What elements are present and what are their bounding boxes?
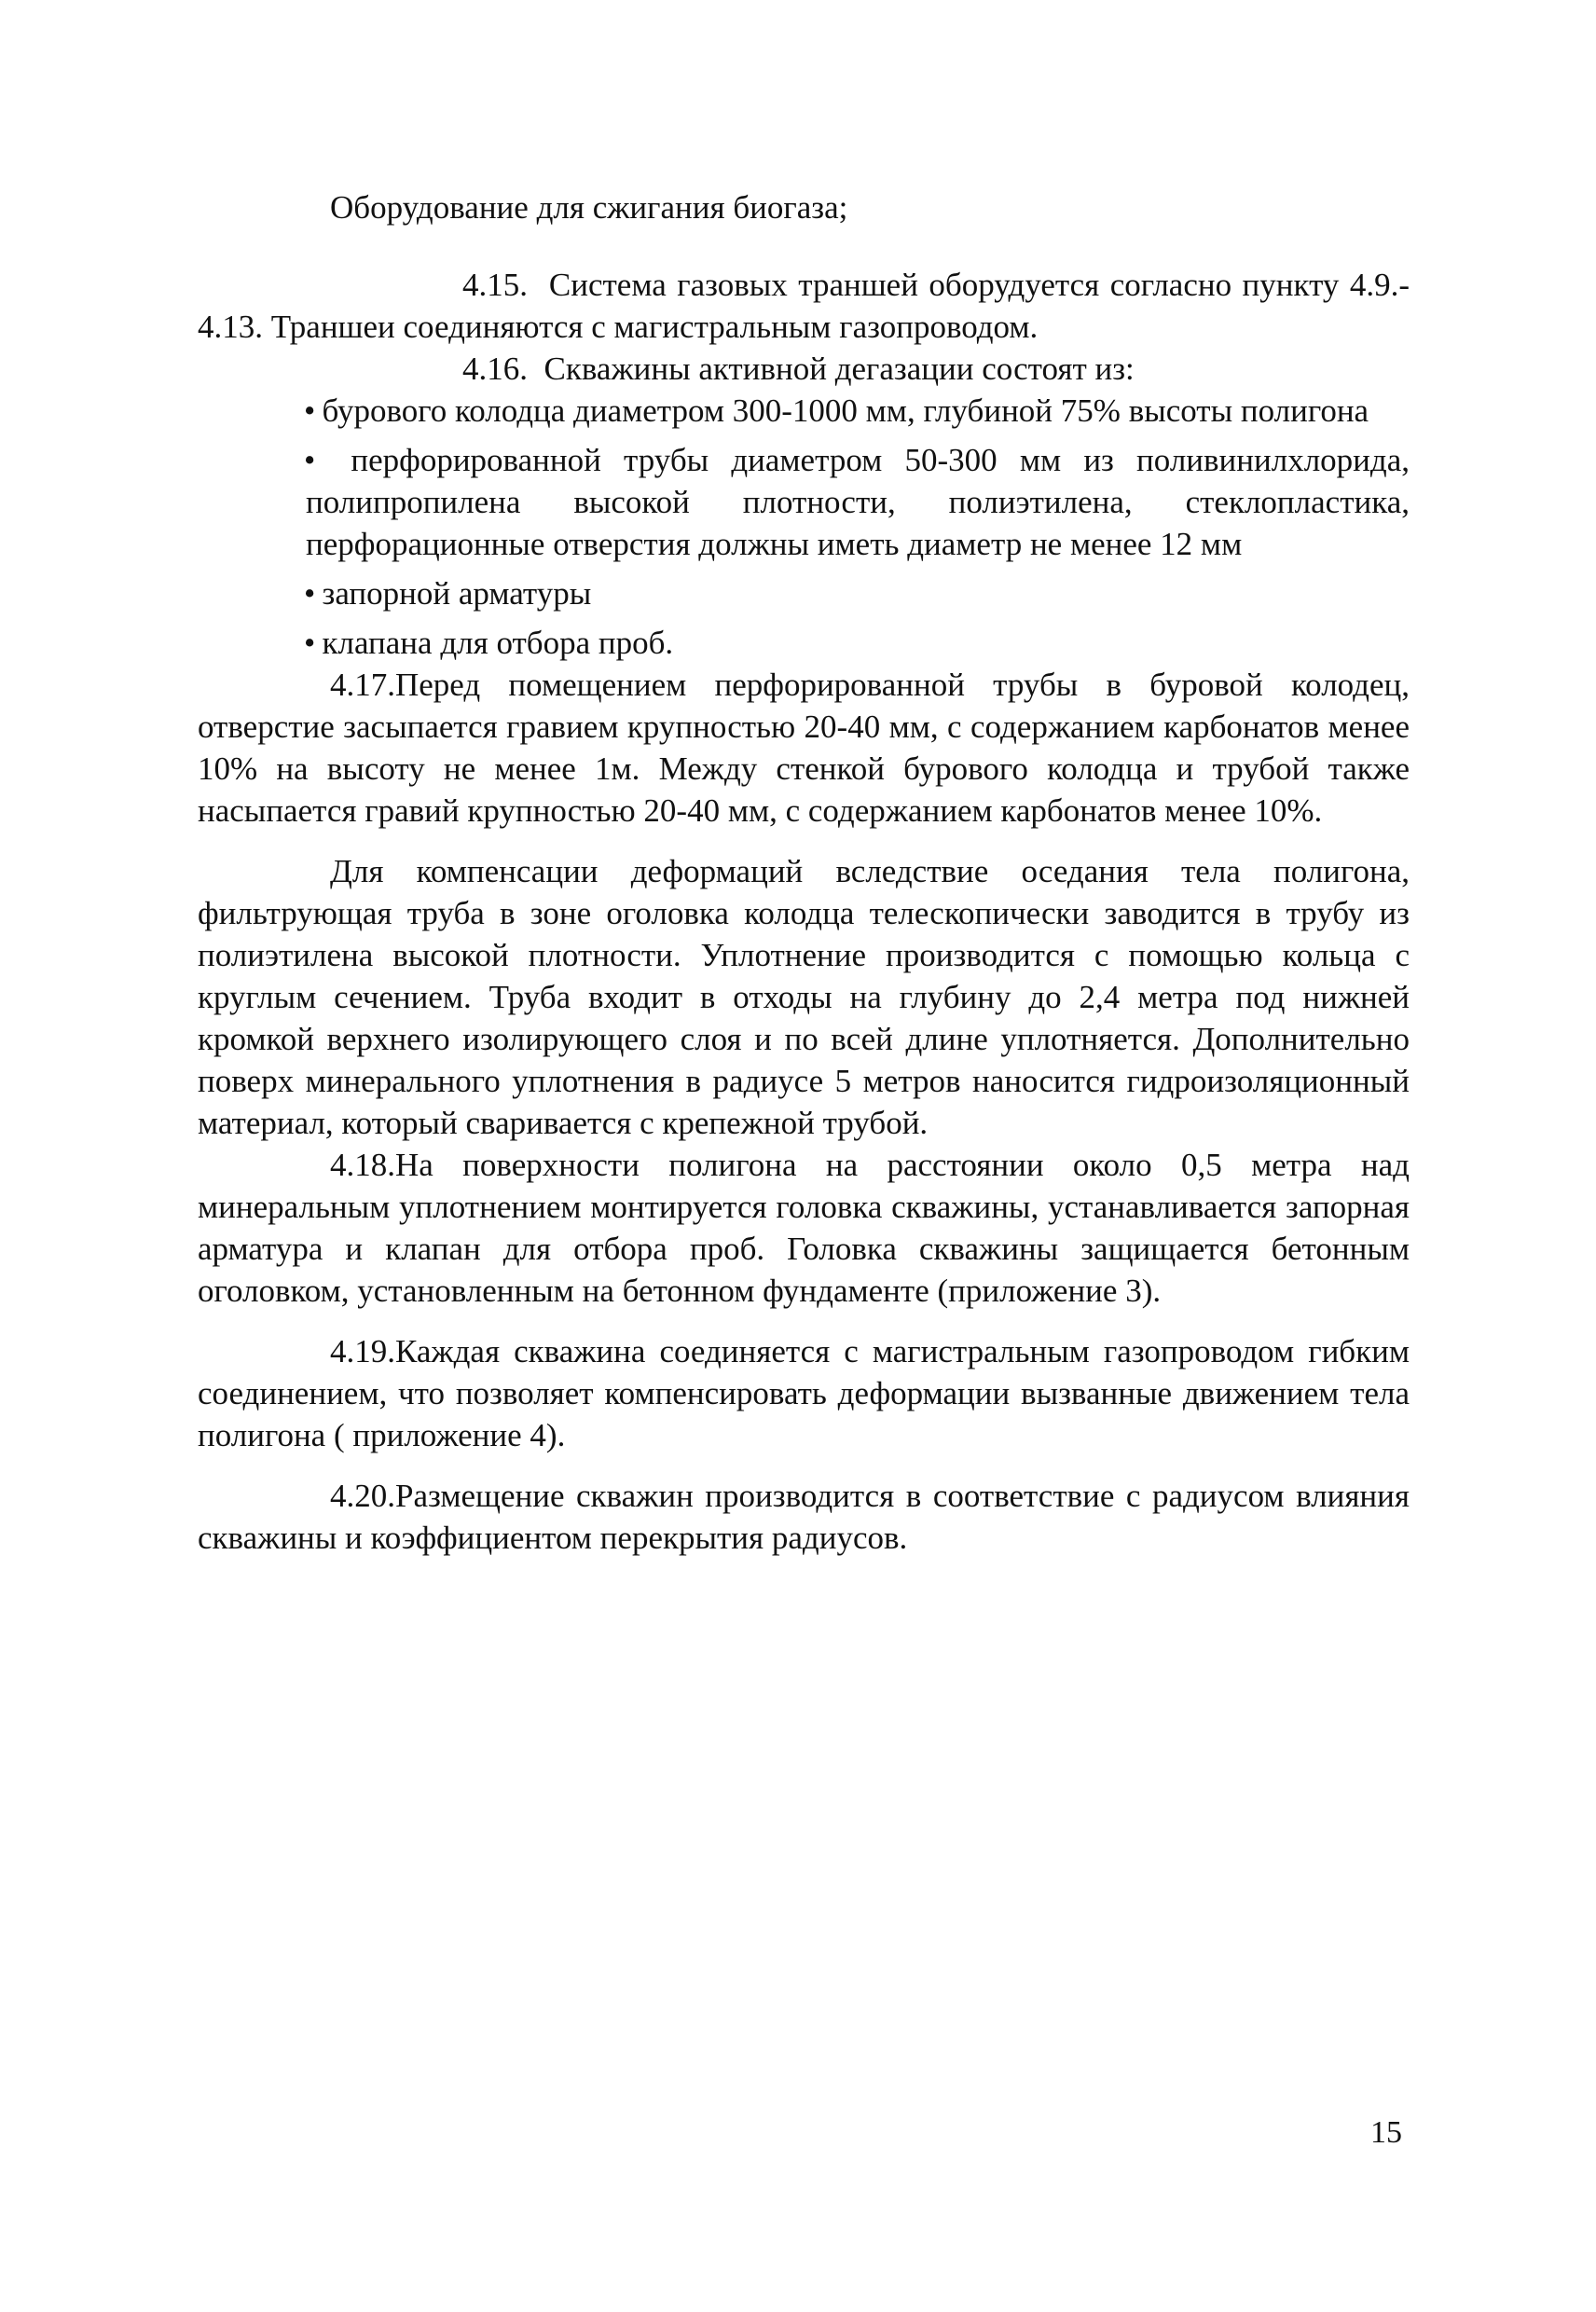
paragraph-4-18 (198, 1144, 1410, 1312)
paragraph-4-16 (198, 348, 1410, 390)
paragraph-number: 4.20. (330, 1478, 395, 1514)
paragraph-text: Скважины активной дегазации состоят из: (543, 351, 1135, 387)
paragraph-4-17 (198, 664, 1410, 832)
list-item (306, 439, 1410, 565)
paragraph-4-15 (198, 264, 1410, 348)
list-item (306, 622, 1410, 664)
paragraph-text: На поверхности полигона на расстоянии около 0,5 метра над минеральным уплотнением монтируется головка скважины, устанавливается запорная арматура и клапан для отбора проб. Головка скважины защищается бетонным оголовком, установленным на бетонном фундаменте (приложение 3). (198, 1147, 1410, 1309)
paragraph-number: 4.19. (330, 1333, 395, 1369)
paragraph-number: 4.16. (462, 351, 528, 387)
paragraph-text: Каждая скважина соединяется с магистральным газопроводом гибким соединением, что позволяет компенсировать деформации вызванные движением тела полигона ( приложение 4). (198, 1333, 1410, 1453)
paragraph-text: Размещение скважин производится в соответствие с радиусом влияния скважины и коэффициентом перекрытия радиусов. (198, 1478, 1410, 1556)
list-item-text: бурового колодца диаметром 300-1000 мм, глубиной 75% высоты полигона (322, 392, 1369, 429)
paragraph-4-20 (198, 1475, 1410, 1559)
list-item-text: запорной арматуры (322, 575, 592, 612)
paragraph-number: 4.17. (330, 667, 395, 703)
list-item-text: клапана для отбора проб. (322, 625, 674, 661)
list-item (306, 572, 1410, 614)
paragraph-4-19 (198, 1330, 1410, 1456)
page-number: 15 (1370, 2115, 1402, 2150)
header-line: Оборудование для сжигания биогаза; (330, 189, 848, 226)
paragraph-compensation: Для компенсации деформаций вследствие оседания тела полигона, фильтрующая труба в зоне оголовка колодца телескопически заводится в трубу из полиэтилена высокой плотности. Уплотнение производится с помощью кольца с круглым сечением. Труба входит в отходы на глубину до 2,4 метра под нижней кромкой верхнего изолирующего слоя и по всей длине уплотняется. Дополнительно поверх минерального уплотнения в радиусе 5 метров наносится гидроизоляционный материал, который сваривается с крепежной трубой. (198, 853, 1410, 1141)
bullet-list (198, 390, 1410, 664)
paragraph-text: Система газовых траншей оборудуется согласно пункту 4.9.- 4.13. Траншеи соединяются с магистральным газопроводом. (198, 267, 1410, 345)
list-item (306, 390, 1410, 432)
list-item-text: перфорированной трубы диаметром 50-300 мм из поливинилхлорида, полипропилена высокой плотности, полиэтилена, стеклопластика, перфорационные отверстия должны иметь диаметр не менее 12 мм (306, 442, 1410, 562)
paragraph-number: 4.15. (462, 267, 528, 303)
paragraph-number: 4.18. (330, 1147, 395, 1183)
paragraph-text: Перед помещением перфорированной трубы в буровой колодец, отверстие засыпается гравием крупностью 20-40 мм, с содержанием карбонатов менее 10% на высоту не менее 1м. Между стенкой бурового колодца и трубой также насыпается гравий крупностью 20-40 мм, с содержанием карбонатов менее 10%. (198, 667, 1410, 829)
page-content (198, 186, 1410, 1559)
